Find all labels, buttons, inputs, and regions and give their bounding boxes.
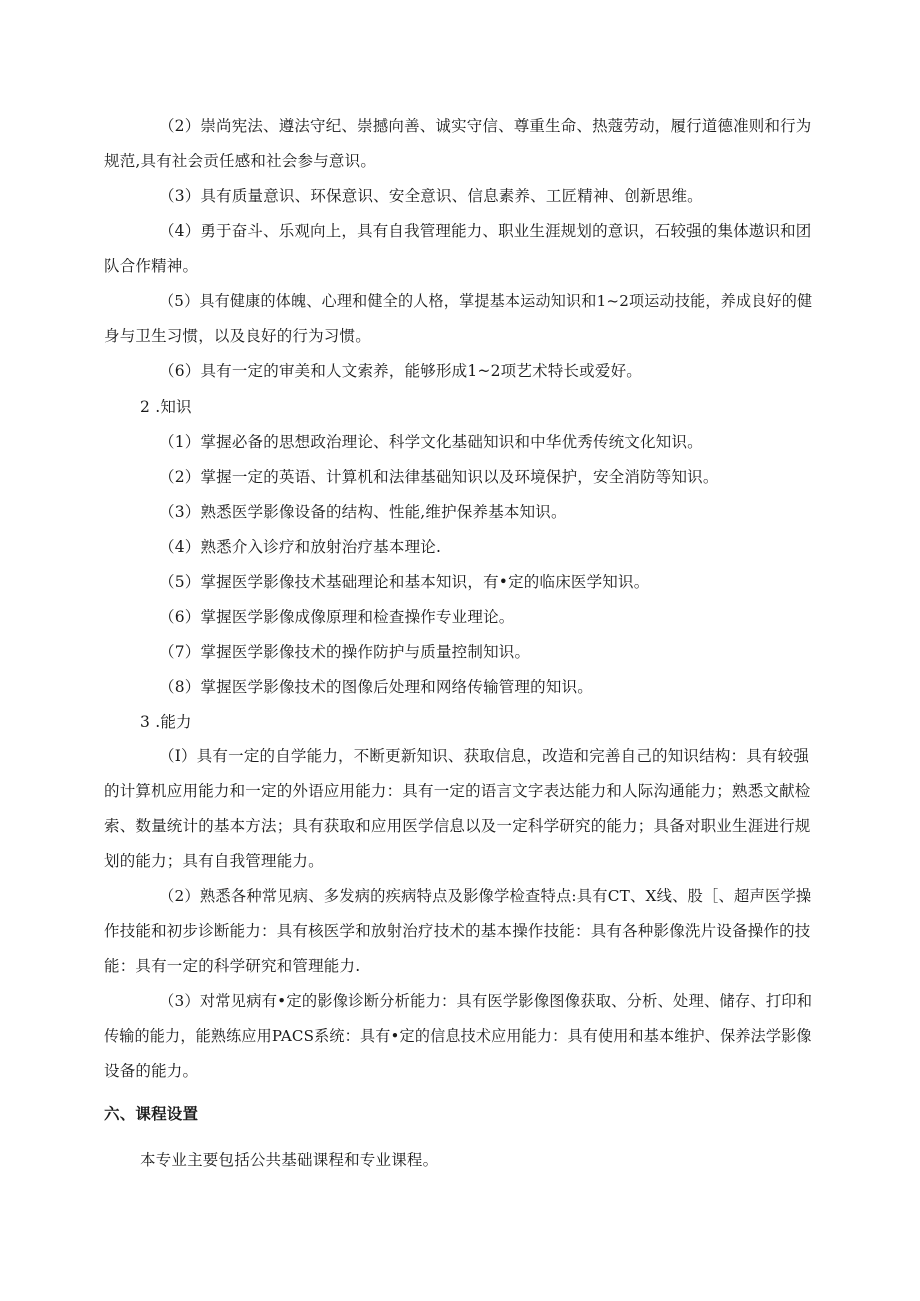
quality-item-3-line-1: （3）具有质量意识、环保意识、安全意识、信息素养、工匠精神、创新思维。 xyxy=(159,187,703,205)
ability-item-2-line-2: 作技能和初步诊断能力：具有核医学和放射治疗技术的基本操作技能：具有各种影像洗片设备操作的技 xyxy=(104,922,811,940)
quality-item-4-line-2: 队合作精神。 xyxy=(104,257,199,275)
knowledge-item-7: （7）掌握医学影像技术的操作防护与质量控制知识。 xyxy=(159,643,531,661)
ability-heading: 3 .能力 xyxy=(140,713,192,731)
quality-item-5-line-1: （5）具有健康的体魄、心理和健全的人格，掌提基本运动知识和1~2项运动技能，养成良好的健 xyxy=(159,292,813,310)
knowledge-item-6: （6）掌握医学影像成像原理和检查操作专业理论。 xyxy=(159,608,515,626)
ability-item-3-line-1: （3）对常见病有•定的影像诊断分析能力：具有医学影像图像获取、分析、处理、储存、打印和 xyxy=(159,992,813,1010)
knowledge-item-2: （2）掌握一定的英语、计算机和法律基础知识以及环境保护，安全消防等知识。 xyxy=(159,468,719,486)
quality-item-2-line-2: 规范,具有社会贡任感和社会参与意识。 xyxy=(104,152,377,170)
quality-item-6-line-1: （6）具有一定的审美和人文索养，能够形成1~2项艺术特长或爱好。 xyxy=(159,362,642,380)
knowledge-item-8: （8）掌握医学影像技术的图像后处理和网络传输管理的知识。 xyxy=(159,678,593,696)
knowledge-item-3: （3）熟悉医学影像设备的结构、性能,维护保养基本知识。 xyxy=(159,503,567,521)
ability-item-3-line-3: 设备的能力。 xyxy=(104,1062,199,1080)
ability-item-2-line-1: （2）熟悉各种常见病、多发病的疾病特点及影像学检查特点:具有CT、X线、股［、超声医学操 xyxy=(159,887,812,905)
ability-item-1-line-2: 的计算机应用能力和一定的外语应用能力：具有一定的语言文字表达能力和人际沟通能力；熟悉文献检 xyxy=(104,782,811,800)
knowledge-item-1: （1）掌握必备的思想政治理论、科学文化基础知识和中华优秀传统文化知识。 xyxy=(159,433,703,451)
knowledge-heading: 2 .知识 xyxy=(140,398,192,416)
ability-item-1-line-3: 索、数量统计的基本方法；具有获取和应用医学信息以及一定科学研究的能力；具备对职业生涯进行规 xyxy=(104,817,811,835)
quality-item-4-line-1: （4）勇于奋斗、乐观向上，具有自我管理能力、职业生涯规划的意识，石较强的集体遨识和团 xyxy=(159,222,812,240)
knowledge-item-5: （5）掌握医学影像技术基础理论和基本知识，有•定的临床医学知识。 xyxy=(159,573,650,591)
ability-item-2-line-3: 能：具有一定的科学研究和管理能力. xyxy=(104,957,361,975)
ability-item-3-line-2: 传输的能力，能熟练应用PACS系统：具有•定的信息技术应用能力：具有使用和基本维护、保养法学影像 xyxy=(104,1027,812,1045)
quality-item-2-line-1: （2）崇尚宪法、遵法守纪、崇撼向善、诚实守信、尊重生命、热蔻劳动，履行道德准则和行为 xyxy=(159,117,812,135)
section-6-heading: 六、课程设置 xyxy=(104,1105,199,1123)
section-6-intro: 本专业主要包括公共基础课程和专业课程。 xyxy=(140,1151,439,1169)
ability-item-1-line-1: （I）具有一定的自学能力，不断更新知识、获取信息，改造和完善自己的知识结构：具有较强 xyxy=(159,747,810,765)
knowledge-item-4: （4）熟悉介入诊疗和放射治疗基本理论. xyxy=(159,538,442,556)
quality-item-5-line-2: 身与卫生习惯，以及良好的行为习惯。 xyxy=(104,327,371,345)
ability-item-1-line-4: 划的能力；具有自我管理能力。 xyxy=(104,852,324,870)
